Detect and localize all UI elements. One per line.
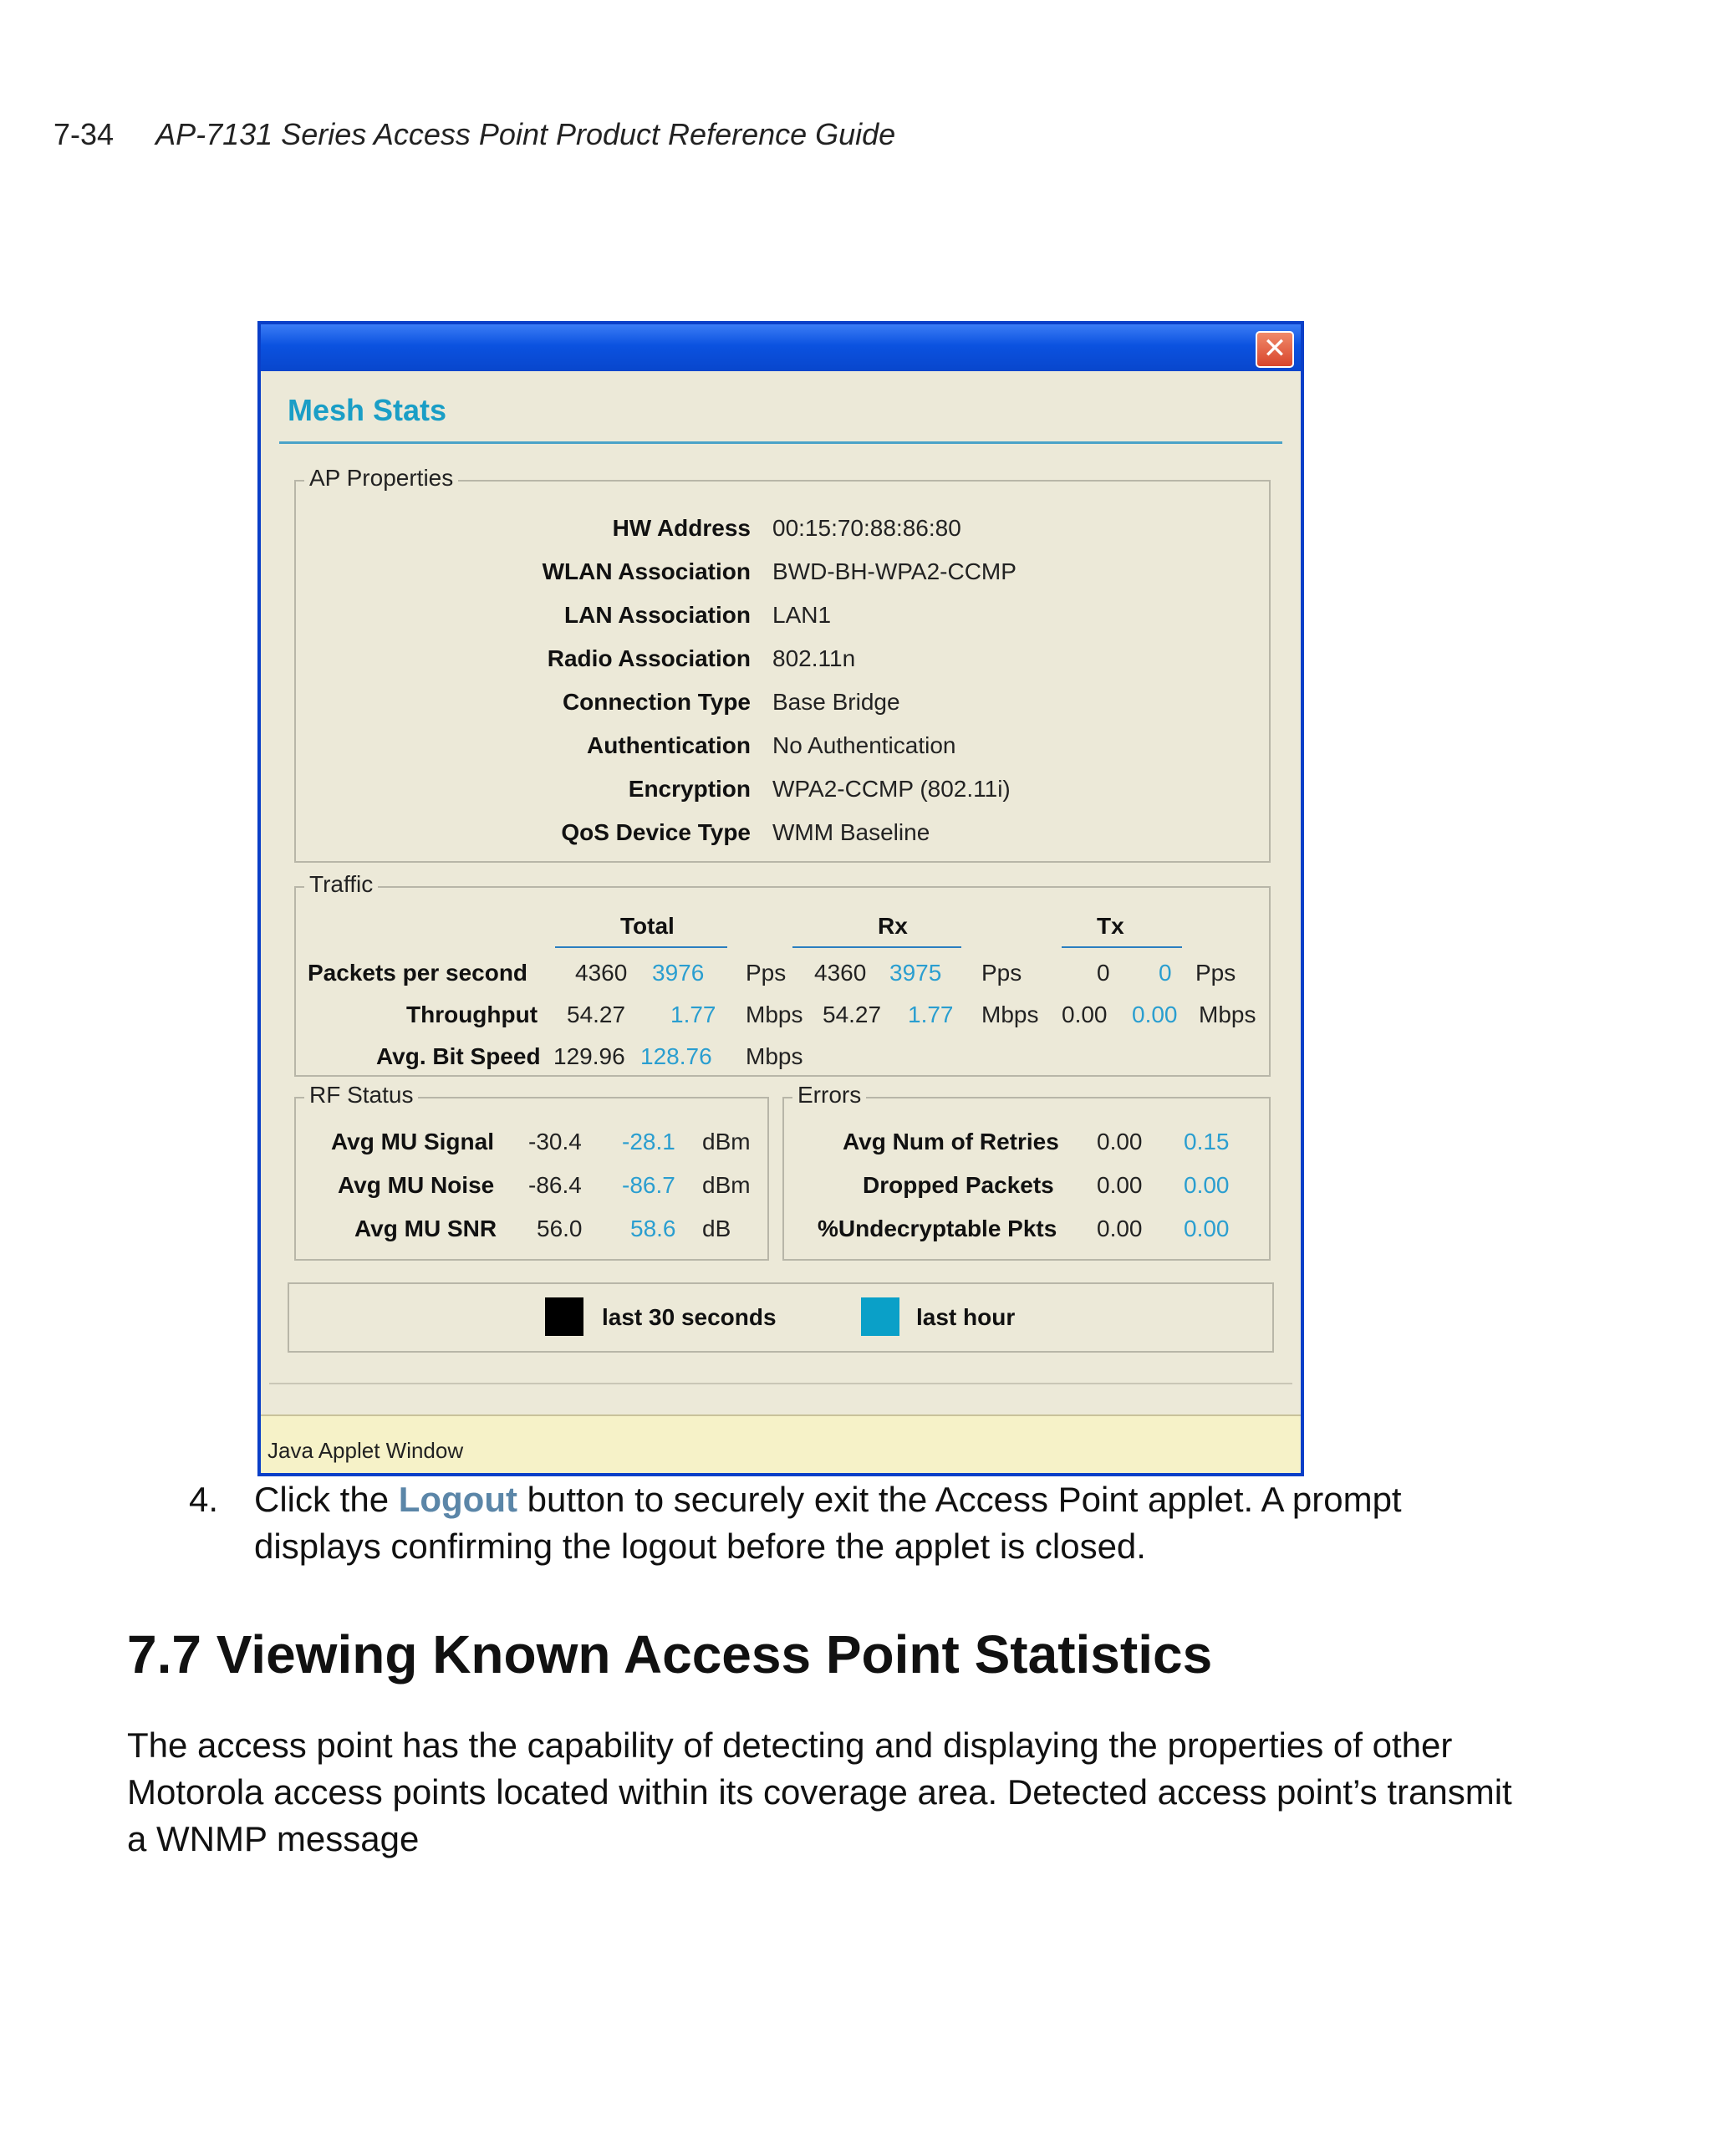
tx-header-line bbox=[1062, 946, 1182, 948]
error-row-label: Dropped Packets bbox=[863, 1172, 1054, 1198]
ap-properties-group bbox=[294, 465, 1271, 863]
error-last30: 0.00 bbox=[1097, 1216, 1143, 1241]
title-underline bbox=[279, 441, 1282, 444]
traffic-legend: Traffic bbox=[304, 871, 378, 898]
last30-label: last 30 seconds bbox=[602, 1304, 777, 1330]
window-titlebar[interactable] bbox=[261, 324, 1301, 371]
rf-row-label: Avg MU Signal bbox=[331, 1129, 494, 1154]
prop-row-authentication bbox=[296, 732, 1269, 766]
traffic-tx-unit: Mbps bbox=[1199, 1002, 1256, 1027]
traffic-row-label: Avg. Bit Speed bbox=[376, 1043, 541, 1069]
rf-unit: dBm bbox=[702, 1172, 751, 1198]
traffic-rx-lasthour: 3975 bbox=[889, 960, 942, 986]
error-lasthour: 0.00 bbox=[1184, 1172, 1230, 1198]
traffic-group bbox=[294, 871, 1271, 1077]
step-number: 4. bbox=[189, 1480, 219, 1519]
page-header bbox=[54, 117, 895, 152]
prop-row-radio-association bbox=[296, 645, 1269, 679]
traffic-rx-last30: 4360 bbox=[814, 960, 867, 986]
prop-value: Base Bridge bbox=[772, 689, 900, 715]
traffic-col-tx: Tx bbox=[1097, 913, 1124, 939]
traffic-tx-lasthour: 0 bbox=[1159, 960, 1172, 986]
errors-legend: Errors bbox=[792, 1082, 866, 1109]
dialog-title: Mesh Stats bbox=[288, 393, 447, 427]
error-lasthour: 0.15 bbox=[1184, 1129, 1230, 1154]
prop-row-wlan-association bbox=[296, 558, 1269, 592]
prop-row-encryption bbox=[296, 776, 1269, 809]
prop-label: Connection Type bbox=[562, 689, 751, 715]
mesh-stats-window bbox=[257, 321, 1304, 1476]
traffic-rx-lasthour: 1.77 bbox=[908, 1002, 954, 1027]
traffic-total-last30: 54.27 bbox=[567, 1002, 626, 1027]
traffic-rx-unit: Pps bbox=[981, 960, 1022, 986]
prop-label: WLAN Association bbox=[542, 558, 751, 584]
errors-group bbox=[782, 1082, 1271, 1261]
legend-box bbox=[288, 1282, 1274, 1353]
lasthour-label: last hour bbox=[916, 1304, 1016, 1330]
last30-swatch bbox=[545, 1297, 583, 1336]
status-bar bbox=[261, 1414, 1301, 1473]
prop-label: LAN Association bbox=[564, 602, 751, 628]
ap-properties-legend: AP Properties bbox=[304, 465, 458, 492]
total-header-line bbox=[555, 946, 727, 948]
error-row-label: %Undecryptable Pkts bbox=[818, 1216, 1057, 1241]
traffic-total-lasthour: 1.77 bbox=[670, 1002, 716, 1027]
traffic-total-last30: 129.96 bbox=[553, 1043, 625, 1069]
traffic-tx-unit: Pps bbox=[1195, 960, 1236, 986]
prop-value: LAN1 bbox=[772, 602, 832, 628]
traffic-total-last30: 4360 bbox=[575, 960, 628, 986]
rf-lasthour: -86.7 bbox=[622, 1172, 675, 1198]
traffic-tx-last30: 0.00 bbox=[1062, 1002, 1108, 1027]
rf-row-label: Avg MU SNR bbox=[354, 1216, 497, 1241]
section-paragraph: The access point has the capability of detecting and displaying the properties of other Motorola access points located within its coverage area. Detected access point’s transmit a WNMP message bbox=[127, 1725, 1512, 1858]
prop-label: Authentication bbox=[587, 732, 751, 758]
page-number: 7-34 bbox=[54, 117, 115, 151]
rf-unit: dBm bbox=[702, 1129, 751, 1154]
prop-row-lan-association bbox=[296, 602, 1269, 635]
close-icon[interactable]: ✕ bbox=[1256, 331, 1294, 368]
prop-value: 802.11n bbox=[772, 645, 856, 671]
traffic-row-label: Throughput bbox=[406, 1002, 538, 1027]
rf-last30: -86.4 bbox=[528, 1172, 582, 1198]
traffic-row-label: Packets per second bbox=[308, 960, 528, 986]
traffic-total-unit: Mbps bbox=[746, 1043, 803, 1069]
section-heading: 7.7 Viewing Known Access Point Statistics bbox=[127, 1624, 1213, 1685]
prop-row-qos-device-type bbox=[296, 819, 1269, 853]
prop-value: WMM Baseline bbox=[772, 819, 930, 845]
logout-link[interactable]: Logout bbox=[398, 1480, 517, 1519]
traffic-total-lasthour: 128.76 bbox=[640, 1043, 712, 1069]
traffic-tx-lasthour: 0.00 bbox=[1132, 1002, 1178, 1027]
error-last30: 0.00 bbox=[1097, 1172, 1143, 1198]
rf-lasthour: 58.6 bbox=[630, 1216, 676, 1241]
prop-label: Radio Association bbox=[547, 645, 751, 671]
traffic-total-unit: Mbps bbox=[746, 1002, 803, 1027]
guide-title: AP-7131 Series Access Point Product Reference Guide bbox=[155, 117, 896, 151]
status-text: Java Applet Window bbox=[268, 1438, 464, 1463]
prop-value: WPA2-CCMP (802.11i) bbox=[772, 776, 1011, 802]
rf-last30: -30.4 bbox=[528, 1129, 582, 1154]
prop-value: BWD-BH-WPA2-CCMP bbox=[772, 558, 1016, 584]
footer-divider bbox=[269, 1383, 1292, 1384]
traffic-rx-unit: Mbps bbox=[981, 1002, 1039, 1027]
traffic-col-rx: Rx bbox=[878, 913, 908, 939]
traffic-col-total: Total bbox=[620, 913, 675, 939]
rf-status-legend: RF Status bbox=[304, 1082, 418, 1109]
step-text-after: button to securely exit the Access Point applet. A prompt displays confirming the logout before the applet is closed. bbox=[254, 1480, 1402, 1566]
traffic-total-lasthour: 3976 bbox=[652, 960, 705, 986]
error-row-label: Avg Num of Retries bbox=[843, 1129, 1059, 1154]
rf-row-label: Avg MU Noise bbox=[338, 1172, 495, 1198]
error-last30: 0.00 bbox=[1097, 1129, 1143, 1154]
traffic-tx-last30: 0 bbox=[1097, 960, 1110, 986]
window-content bbox=[269, 375, 1292, 1411]
rf-lasthour: -28.1 bbox=[622, 1129, 675, 1154]
step-text bbox=[254, 1476, 1508, 1570]
prop-row-hw-address bbox=[296, 515, 1269, 548]
prop-label: HW Address bbox=[612, 515, 751, 541]
prop-label: Encryption bbox=[628, 776, 751, 802]
step-text-before: Click the bbox=[254, 1480, 399, 1519]
rf-unit: dB bbox=[702, 1216, 731, 1241]
prop-value: 00:15:70:88:86:80 bbox=[772, 515, 961, 541]
lasthour-swatch bbox=[861, 1297, 899, 1336]
rx-header-line bbox=[792, 946, 961, 948]
traffic-total-unit: Pps bbox=[746, 960, 787, 986]
prop-value: No Authentication bbox=[772, 732, 956, 758]
rf-status-group bbox=[294, 1082, 769, 1261]
prop-label: QoS Device Type bbox=[561, 819, 751, 845]
error-lasthour: 0.00 bbox=[1184, 1216, 1230, 1241]
traffic-rx-last30: 54.27 bbox=[823, 1002, 882, 1027]
rf-last30: 56.0 bbox=[537, 1216, 583, 1241]
prop-row-connection-type bbox=[296, 689, 1269, 722]
